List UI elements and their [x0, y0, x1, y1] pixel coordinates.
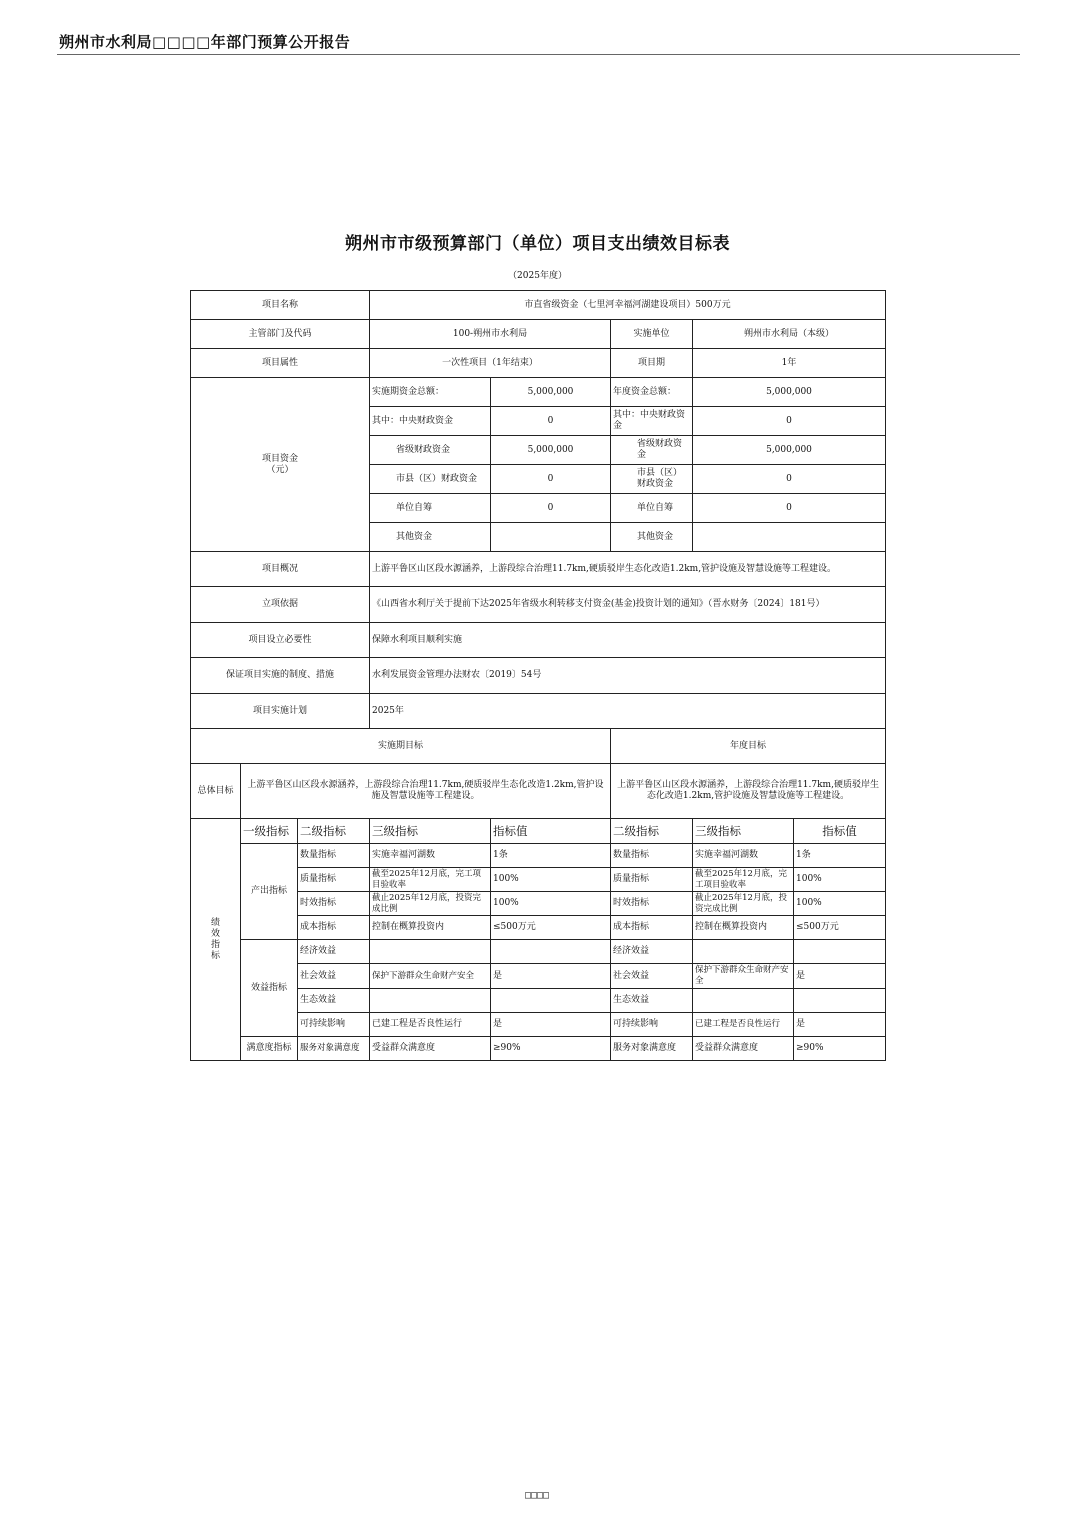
benefit-indicator-label: 效益指标: [241, 940, 298, 1037]
annual-indicator-level2: 质量指标: [611, 868, 693, 892]
funds-annual-label: 年度资金总额：: [611, 378, 693, 407]
row-overall-goal: [191, 764, 886, 819]
header-level3: 三级指标: [370, 819, 491, 844]
annual-indicator-level3: 截止2025年12月底，投资完成比例: [693, 892, 794, 916]
indicator-value: ≤500万元: [491, 916, 611, 940]
row-overview: [191, 552, 886, 587]
plan-value: 2025年: [370, 694, 886, 729]
overview-value: 上游平鲁区山区段水源涵养，上游段综合治理11.7km,硬质驳岸生态化改造1.2km,管护设施及智慧设施等工程建设。: [370, 552, 886, 587]
funds-label: [191, 378, 370, 552]
funds-row: [191, 378, 886, 407]
header-level1: 一级指标: [241, 819, 298, 844]
funds-impl-value: [491, 523, 611, 552]
indicator-level3: 保护下游群众生命财产安全: [370, 964, 491, 989]
indicator-level3: [370, 940, 491, 964]
indicator-level2: 时效指标: [298, 892, 370, 916]
header-level2: 二级指标: [298, 819, 370, 844]
funds-annual-label: 省级财政资金: [611, 436, 693, 465]
indicator-value: 是: [491, 1013, 611, 1037]
annual-indicator-level2: 社会效益: [611, 964, 693, 989]
impl-unit-label: 实施单位: [611, 320, 693, 349]
plan-label: 项目实施计划: [191, 694, 370, 729]
annual-indicator-value: 100%: [794, 868, 886, 892]
project-name-label: 项目名称: [191, 291, 370, 320]
annual-indicator-value: 1条: [794, 844, 886, 868]
output-indicator-label: 产出指标: [241, 844, 298, 940]
funds-label-line2: （元）: [266, 464, 294, 475]
indicator-group-char: 绩: [210, 917, 220, 928]
annual-indicator-level3: [693, 940, 794, 964]
necessity-label: 项目设立必要性: [191, 623, 370, 658]
annual-indicator-level2: 服务对象满意度: [611, 1037, 693, 1061]
basis-label: 立项依据: [191, 587, 370, 623]
indicator-value: [491, 989, 611, 1013]
annual-indicator-value: ≤500万元: [794, 916, 886, 940]
annual-indicator-value: ≥90%: [794, 1037, 886, 1061]
indicator-value: 100%: [491, 868, 611, 892]
indicator-level2: 服务对象满意度: [298, 1037, 370, 1061]
period-value: 1年: [693, 349, 886, 378]
annual-indicator-level3: 截至2025年12月底，完工项目验收率: [693, 868, 794, 892]
header-annual-level2: 二级指标: [611, 819, 693, 844]
document-year: （2025年度）: [508, 271, 567, 281]
funds-impl-label: 市县（区）财政资金: [370, 465, 491, 494]
funds-annual-label: 市县（区）财政资金: [611, 465, 693, 494]
indicator-level2: 成本指标: [298, 916, 370, 940]
indicator-group-char: 指: [210, 939, 220, 950]
project-name-value: 市直省级资金（七里河幸福河湖建设项目）500万元: [370, 291, 886, 320]
funds-annual-label: 其他资金: [611, 523, 693, 552]
funds-impl-value: 0: [491, 494, 611, 523]
indicator-level2: 社会效益: [298, 964, 370, 989]
row-goal-headers: [191, 729, 886, 764]
row-project-name: [191, 291, 886, 320]
necessity-value: 保障水利项目顺利实施: [370, 623, 886, 658]
impl-unit-value: 朔州市水利局（本级）: [693, 320, 886, 349]
funds-impl-label: 省级财政资金: [370, 436, 491, 465]
row-necessity: [191, 623, 886, 658]
indicator-level3: 实施幸福河湖数: [370, 844, 491, 868]
period-label: 项目期: [611, 349, 693, 378]
annual-indicator-level2: 成本指标: [611, 916, 693, 940]
impl-goal-header: 实施期目标: [191, 729, 611, 764]
annual-goal-header: 年度目标: [611, 729, 886, 764]
indicator-row: [191, 1037, 886, 1061]
indicator-level2: 质量指标: [298, 868, 370, 892]
indicator-value: 1条: [491, 844, 611, 868]
indicator-group-char: 标: [210, 950, 220, 961]
annual-indicator-level2: 可持续影响: [611, 1013, 693, 1037]
funds-annual-value: 0: [693, 494, 886, 523]
measures-value: 水利发展资金管理办法财农〔2019〕54号: [370, 658, 886, 694]
funds-annual-label: 单位自筹: [611, 494, 693, 523]
annual-indicator-level2: 经济效益: [611, 940, 693, 964]
page-header: [57, 30, 1020, 55]
funds-impl-value: 5,000,000: [491, 436, 611, 465]
document-title: 朔州市市级预算部门（单位）项目支出绩效目标表: [345, 234, 730, 254]
satisfaction-indicator-label: 满意度指标: [241, 1037, 298, 1061]
annual-indicator-level2: 数量指标: [611, 844, 693, 868]
indicator-value: 是: [491, 964, 611, 989]
indicator-value: ≥90%: [491, 1037, 611, 1061]
indicator-value: [491, 940, 611, 964]
row-attribute: [191, 349, 886, 378]
annual-goal-text: 上游平鲁区山区段水源涵养，上游段综合治理11.7km,硬质驳岸生态化改造1.2km,管护设施及智慧设施等工程建设。: [611, 764, 886, 819]
indicator-value: 100%: [491, 892, 611, 916]
annual-indicator-level3: [693, 989, 794, 1013]
indicator-level2: 生态效益: [298, 989, 370, 1013]
attr-value: 一次性项目（1年结束）: [370, 349, 611, 378]
header-annual-level3: 三级指标: [693, 819, 794, 844]
indicator-level2: 可持续影响: [298, 1013, 370, 1037]
annual-indicator-value: [794, 940, 886, 964]
funds-annual-value: 5,000,000: [693, 436, 886, 465]
impl-goal-text: 上游平鲁区山区段水源涵养，上游段综合治理11.7km,硬质驳岸生态化改造1.2km,管护设施及智慧设施等工程建设。: [241, 764, 611, 819]
funds-label-line1: 项目资金: [261, 453, 298, 464]
funds-annual-value: 0: [693, 407, 886, 436]
indicator-level3: 截止2025年12月底，投资完成比例: [370, 892, 491, 916]
annual-indicator-level3: 受益群众满意度: [693, 1037, 794, 1061]
indicator-level3: 截至2025年12月底，完工项目验收率: [370, 868, 491, 892]
dept-label: 主管部门及代码: [191, 320, 370, 349]
indicator-level3: [370, 989, 491, 1013]
indicator-level2: 经济效益: [298, 940, 370, 964]
funds-impl-label: 单位自筹: [370, 494, 491, 523]
funds-annual-value: [693, 523, 886, 552]
annual-indicator-value: 是: [794, 1013, 886, 1037]
overview-label: 项目概况: [191, 552, 370, 587]
indicator-group-char: 效: [210, 928, 220, 939]
funds-impl-label: 其他资金: [370, 523, 491, 552]
funds-impl-value: 0: [491, 465, 611, 494]
indicator-level3: 控制在概算投资内: [370, 916, 491, 940]
header-annual-value: 指标值: [794, 819, 886, 844]
indicator-row: [191, 844, 886, 868]
dept-value: 100-朔州市水利局: [370, 320, 611, 349]
page-header-text: 朔州市水利局□□□□年部门预算公开报告: [59, 33, 351, 51]
funds-impl-label: 实施期资金总额：: [370, 378, 491, 407]
row-basis: [191, 587, 886, 623]
measures-label: 保证项目实施的制度、措施: [191, 658, 370, 694]
indicator-level2: 数量指标: [298, 844, 370, 868]
indicator-row: [191, 940, 886, 964]
annual-indicator-value: 100%: [794, 892, 886, 916]
annual-indicator-level3: 保护下游群众生命财产安全: [693, 964, 794, 989]
basis-value: 《山西省水利厅关于提前下达2025年省级水利转移支付资金(基金)投资计划的通知》（晋水财务〔2024〕181号）: [370, 587, 886, 623]
indicator-group-label: [191, 819, 241, 1061]
annual-indicator-level3: 已建工程是否良性运行: [693, 1013, 794, 1037]
row-measures: [191, 658, 886, 694]
annual-indicator-level2: 时效指标: [611, 892, 693, 916]
annual-indicator-value: 是: [794, 964, 886, 989]
funds-annual-label: 其中：中央财政资金: [611, 407, 693, 436]
row-plan: [191, 694, 886, 729]
funds-annual-value: 5,000,000: [693, 378, 886, 407]
funds-annual-value: 0: [693, 465, 886, 494]
header-value: 指标值: [491, 819, 611, 844]
performance-target-table: [190, 290, 886, 1061]
attr-label: 项目属性: [191, 349, 370, 378]
funds-impl-value: 5,000,000: [491, 378, 611, 407]
annual-indicator-level3: 实施幸福河湖数: [693, 844, 794, 868]
annual-indicator-level2: 生态效益: [611, 989, 693, 1013]
annual-indicator-level3: 控制在概算投资内: [693, 916, 794, 940]
indicator-level3: 受益群众满意度: [370, 1037, 491, 1061]
annual-indicator-value: [794, 989, 886, 1013]
indicator-level3: 已建工程是否良性运行: [370, 1013, 491, 1037]
funds-impl-label: 其中：中央财政资金: [370, 407, 491, 436]
row-department: [191, 320, 886, 349]
page-number: □□□□: [524, 1490, 550, 1501]
row-indicator-headers: [191, 819, 886, 844]
overall-goal-label: 总体目标: [191, 764, 241, 819]
funds-impl-value: 0: [491, 407, 611, 436]
